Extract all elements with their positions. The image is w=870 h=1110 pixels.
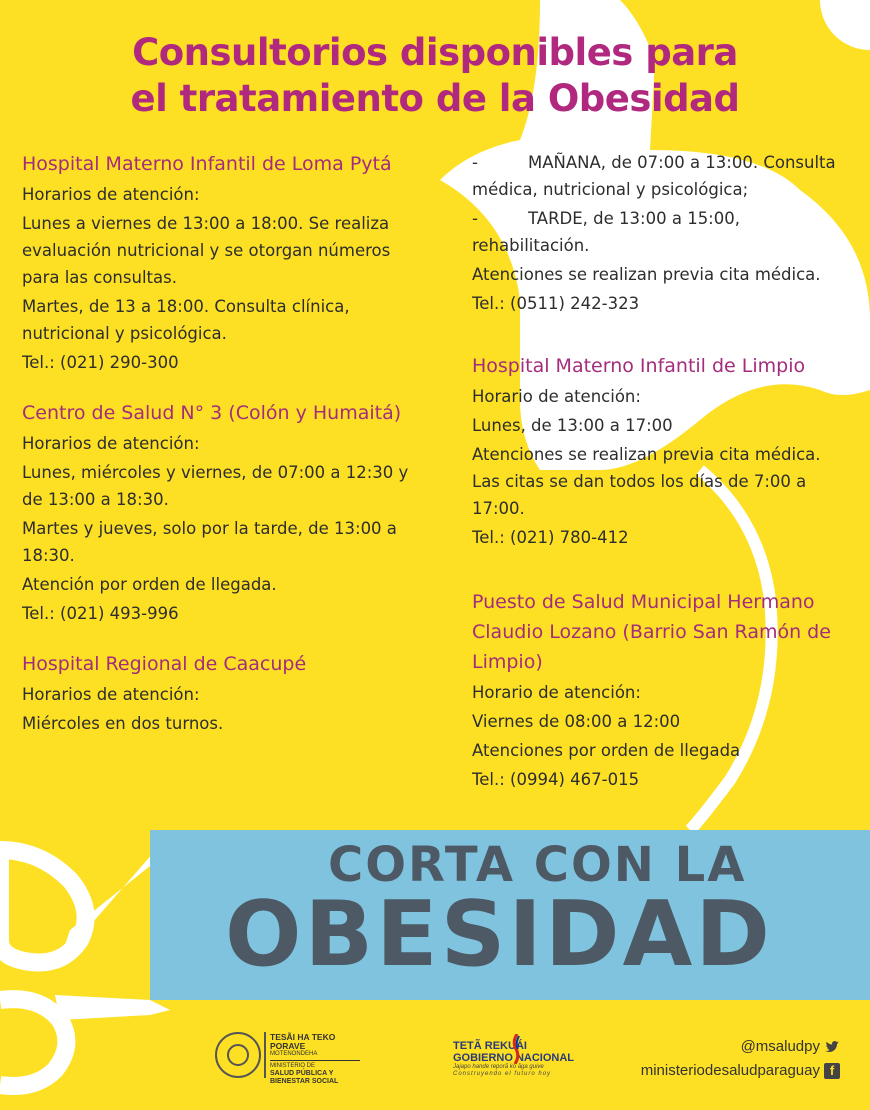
facility-name: Hospital Regional de Caacupé	[22, 653, 307, 675]
title-line-1: Consultorios disponibles para	[132, 31, 738, 74]
page-title	[0, 30, 870, 122]
gobierno-nacional-logo	[453, 1040, 603, 1078]
facebook-handle: ministeriodesaludparaguay	[640, 1062, 820, 1079]
shift-item-morning	[472, 149, 844, 203]
title-line-2: el tratamiento de la Obesidad	[130, 77, 740, 120]
facility-centro-salud-3	[22, 398, 412, 627]
facility-line: Atenciones se realizan previa cita médica. Las citas se dan todos los días de 7:00 a 17:00.	[472, 445, 821, 518]
gobierno-line-1: TETÃ REKUÁI	[453, 1040, 527, 1052]
facility-line: Lunes, de 13:00 a 17:00	[472, 416, 673, 435]
facility-phone: Tel.: (0511) 242-323	[472, 294, 640, 313]
facility-line: Martes, de 13 a 18:00. Consulta clínica, nutricional y psicológica.	[22, 297, 350, 343]
facility-line: Atenciones se realizan previa cita médica.	[472, 265, 821, 284]
ministry-line-4: SALUD PÚBLICA Y BIENESTAR SOCIAL	[270, 1070, 339, 1085]
facility-line: Horarios de atención:	[22, 434, 200, 453]
facility-loma-pyta	[22, 149, 412, 376]
facility-line: Lunes a viernes de 13:00 a 18:00. Se realiza evaluación nutricional y se otorgan números para las consultas.	[22, 214, 391, 287]
facility-line: Miércoles en dos turnos.	[22, 714, 224, 733]
shift-item-afternoon	[472, 205, 844, 259]
facility-line: Horario de atención:	[472, 683, 641, 702]
gobierno-line-4: Construyendo el futuro hoy	[453, 1071, 552, 1077]
facility-limpio	[472, 351, 844, 551]
facility-phone: Tel.: (021) 493-996	[22, 604, 179, 623]
facility-phone: Tel.: (021) 290-300	[22, 353, 179, 372]
twitter-link[interactable]	[641, 1035, 840, 1059]
gobierno-line-3: Jajapo hande reporã ko ãga guive	[453, 1064, 544, 1070]
facility-phone: Tel.: (021) 780-412	[472, 528, 629, 547]
facility-line: Viernes de 08:00 a 12:00	[472, 712, 681, 731]
banner-line-1: CORTA CON LA	[328, 837, 747, 893]
ministry-line-2: MOTENONDEHA	[270, 1051, 360, 1061]
facebook-icon: f	[824, 1063, 840, 1079]
facility-name: Centro de Salud N° 3 (Colón y Humaitá)	[22, 402, 402, 424]
facebook-link[interactable]	[641, 1059, 840, 1083]
twitter-icon	[824, 1039, 840, 1055]
banner-line-2: OBESIDAD	[225, 882, 773, 987]
facility-name: Hospital Materno Infantil de Limpio	[472, 355, 806, 377]
ministry-divider	[264, 1032, 266, 1078]
facility-line: Lunes, miércoles y viernes, de 07:00 a 12:30 y de 13:00 a 18:30.	[22, 463, 409, 509]
facility-name: Puesto de Salud Municipal Hermano Claudio Lozano (Barrio San Ramón de Limpio)	[472, 591, 831, 673]
facility-line: Horarios de atención:	[22, 685, 200, 704]
ministry-logo	[270, 1033, 360, 1086]
ministry-line-3: MINISTERIO DE	[270, 1063, 316, 1069]
shift-text: MAÑANA, de 07:00 a 13:00. Consulta médica, nutricional y psicológica;	[472, 153, 836, 199]
facility-line: Horario de atención:	[472, 387, 641, 406]
ministry-line-1: TESÃI HA TEKO PORAVE	[270, 1032, 336, 1051]
shift-text: TARDE, de 13:00 a 15:00, rehabilitación.	[472, 209, 740, 255]
facility-name: Hospital Materno Infantil de Loma Pytá	[22, 153, 392, 175]
twitter-handle: @msaludpy	[740, 1038, 820, 1055]
caacupe-continuation	[472, 149, 844, 317]
facility-line: Atenciones por orden de llegada	[472, 741, 741, 760]
dash-bullet: -	[472, 153, 478, 172]
national-seal-icon	[215, 1032, 261, 1078]
dash-bullet: -	[472, 209, 478, 228]
gobierno-line-2: GOBIERNO NACIONAL	[453, 1052, 574, 1064]
facility-phone: Tel.: (0994) 467-015	[472, 770, 640, 789]
seal-star-icon	[227, 1044, 249, 1066]
flag-swoosh-icon	[512, 1034, 520, 1064]
facility-line: Martes y jueves, solo por la tarde, de 13:00 a 18:30.	[22, 519, 397, 565]
left-column	[22, 149, 412, 759]
facility-line: Horarios de atención:	[22, 185, 200, 204]
facility-caacupe	[22, 649, 412, 737]
social-links	[641, 1035, 840, 1083]
facility-claudio-lozano	[472, 587, 844, 793]
right-column	[472, 149, 844, 815]
facility-line: Atención por orden de llegada.	[22, 575, 277, 594]
